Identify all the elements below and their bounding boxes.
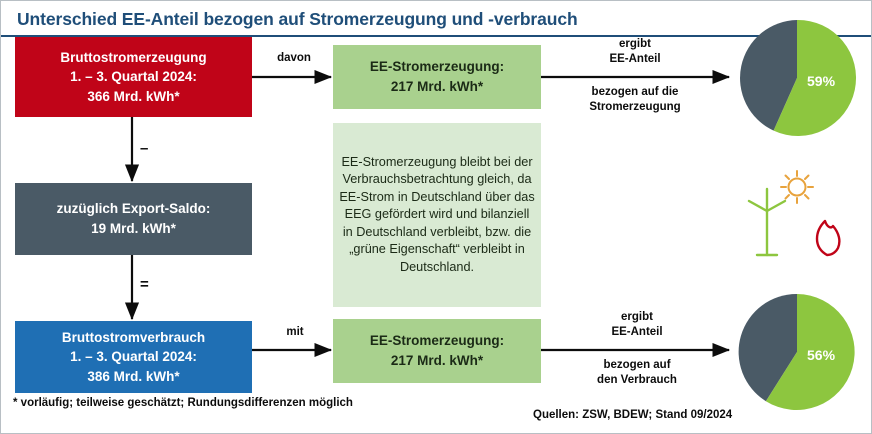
label-result-bottom-line3: bezogen auf	[603, 359, 671, 371]
label-result-bottom-line1: ergibt	[621, 311, 653, 323]
pie-share-consumption-value: 56%	[807, 347, 836, 363]
box-ee-generation-top	[333, 45, 541, 109]
explanatory-note-text: EE-Stromerzeugung bleibt bei der Verbrauchsbetrachtung gleich, da EE-Strom in Deutschland über das EEG gefördert wird und bilanziell in Deutschland verbleibt, bzw. die „grüne Eigenschaft“ verbleibt in Deutschland.	[339, 154, 535, 274]
box-gross-generation-line3: 366 Mrd. kWh*	[87, 88, 180, 104]
box-explanatory-note	[333, 123, 541, 307]
source-note: Quellen: ZSW, BDEW; Stand 09/2024	[533, 409, 733, 421]
box-gross-generation-line1: Bruttostromerzeugung	[60, 49, 207, 65]
label-result-top-line3: bezogen auf die	[591, 86, 679, 98]
box-gross-generation-line2: 1. – 3. Quartal 2024:	[70, 69, 197, 85]
pie-share-consumption	[733, 291, 861, 413]
box-ee-generation-top-line1: EE-Stromerzeugung:	[369, 59, 505, 75]
box-ee-generation-bottom-line1: EE-Stromerzeugung:	[369, 333, 505, 349]
operator-minus: –	[140, 140, 149, 157]
box-export-balance-line2: 19 Mrd. kWh*	[91, 221, 176, 236]
page-title: Unterschied EE-Anteil bezogen auf Stromerzeugung und -verbrauch	[17, 9, 578, 29]
sun-icon	[781, 171, 813, 203]
box-ee-generation-bottom	[333, 319, 541, 383]
box-gross-consumption-line2: 1. – 3. Quartal 2024:	[70, 349, 197, 365]
pie-share-generation-value: 59%	[807, 73, 836, 89]
label-result-top-line2: EE-Anteil	[609, 53, 661, 65]
pie-share-generation	[733, 17, 861, 139]
label-mit: mit	[286, 326, 304, 338]
box-gross-generation	[15, 37, 252, 117]
footnote: * vorläufig; teilweise geschätzt; Rundungsdifferenzen möglich	[13, 397, 353, 409]
label-result-top-line1: ergibt	[619, 38, 651, 50]
label-result-bottom-line4: den Verbrauch	[597, 374, 677, 386]
operator-equals: =	[140, 276, 149, 293]
box-export-balance-line1: zuzüglich Export-Saldo:	[56, 201, 211, 217]
box-ee-generation-top-line2: 217 Mrd. kWh*	[390, 79, 484, 94]
label-davon: davon	[277, 52, 311, 64]
box-gross-consumption	[15, 321, 252, 393]
energy-icons-group	[739, 167, 857, 263]
box-ee-generation-bottom-line2: 217 Mrd. kWh*	[390, 353, 484, 368]
box-gross-consumption-line1: Bruttostromverbrauch	[61, 329, 206, 345]
label-result-bottom-line2: EE-Anteil	[611, 326, 663, 338]
label-result-top-line4: Stromerzeugung	[589, 101, 681, 113]
wind-turbine-icon	[749, 189, 785, 255]
box-export-balance	[15, 183, 252, 255]
flame-icon	[817, 221, 839, 255]
box-gross-consumption-line3: 386 Mrd. kWh*	[87, 368, 180, 384]
